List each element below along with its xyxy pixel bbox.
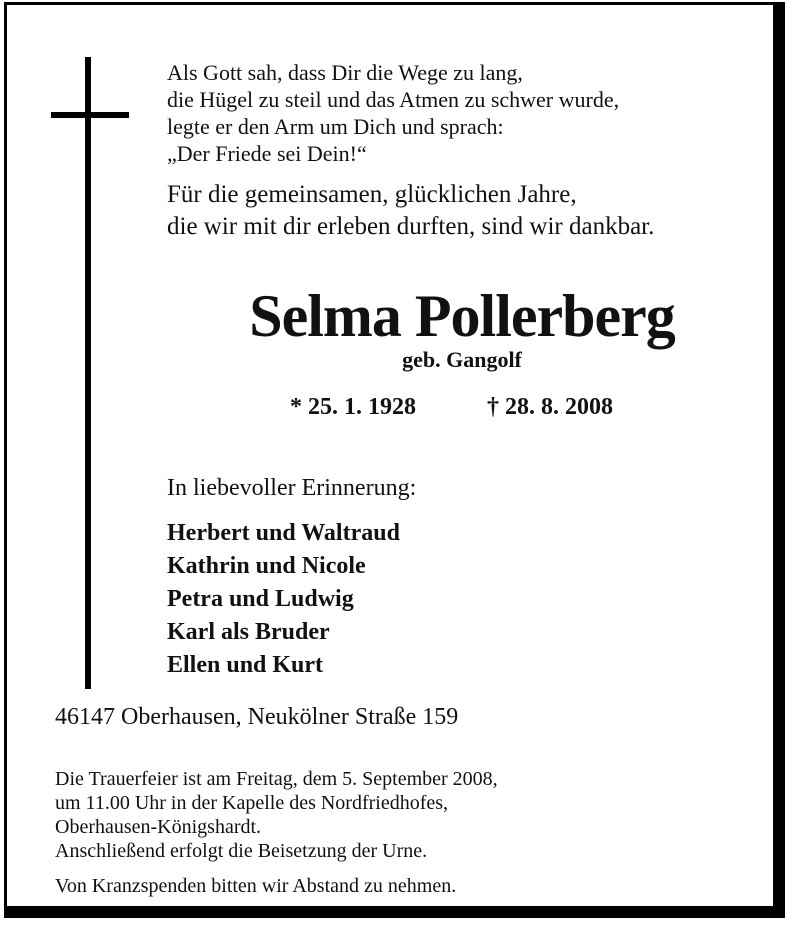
poem-line: die Hügel zu steil und das Atmen zu schwer wurde, — [167, 87, 620, 112]
death-date: † 28. 8. 2008 — [487, 394, 613, 420]
funeral-line: Oberhausen-Königshardt. — [55, 816, 262, 838]
thanks-line: Für die gemeinsamen, glücklichen Jahre, — [167, 181, 577, 208]
funeral-info — [55, 767, 498, 863]
funeral-line: um 11.00 Uhr in der Kapelle des Nordfriedhofes, — [55, 792, 449, 814]
mourner-item: Herbert und Waltraud — [167, 520, 400, 546]
mourners-list — [167, 517, 400, 682]
obituary-frame — [4, 2, 785, 918]
memory-label: In liebevoller Erinnerung: — [167, 475, 417, 501]
cross-horizontal-bar — [51, 112, 129, 118]
poem-line: Als Gott sah, dass Dir die Wege zu lang, — [167, 60, 523, 85]
flowers-note: Von Kranzspenden bitten wir Abstand zu nehmen. — [55, 875, 457, 897]
funeral-line: Anschließend erfolgt die Beisetzung der Urne. — [55, 840, 428, 862]
mourner-item: Karl als Bruder — [167, 619, 330, 645]
birth-date: * 25. 1. 1928 — [290, 394, 416, 420]
deceased-name: Selma Pollerberg — [249, 283, 675, 349]
mourner-item: Petra und Ludwig — [167, 586, 354, 612]
mourner-item: Ellen und Kurt — [167, 652, 324, 678]
poem-line: „Der Friede sei Dein!“ — [167, 141, 367, 166]
funeral-line: Die Trauerfeier ist am Freitag, dem 5. September 2008, — [55, 768, 498, 790]
thanks-text — [167, 179, 654, 243]
poem-text — [167, 59, 619, 167]
thanks-line: die wir mit dir erleben durften, sind wir dankbar. — [167, 213, 655, 240]
address: 46147 Oberhausen, Neukölner Straße 159 — [55, 704, 459, 730]
poem-line: legte er den Arm um Dich und sprach: — [167, 114, 504, 139]
mourner-item: Kathrin und Nicole — [167, 553, 366, 579]
birth-name: geb. Gangolf — [402, 347, 522, 372]
